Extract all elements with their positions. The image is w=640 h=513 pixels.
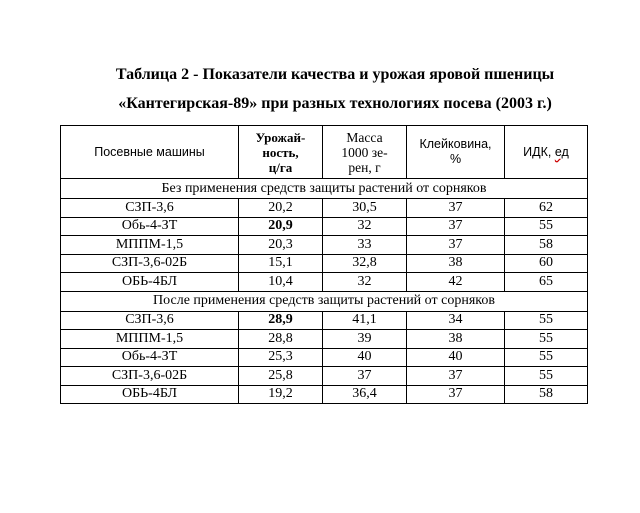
cell-mass: 39 bbox=[323, 330, 407, 349]
cell-yield: 25,8 bbox=[239, 367, 323, 386]
cell-yield: 25,3 bbox=[239, 348, 323, 367]
cell-yield: 28,8 bbox=[239, 330, 323, 349]
table-row bbox=[61, 367, 588, 386]
section-header-row bbox=[61, 291, 588, 311]
cell-mass: 32 bbox=[323, 217, 407, 236]
cell-mass: 33 bbox=[323, 236, 407, 255]
cell-machine: Обь-4-ЗТ bbox=[61, 348, 239, 367]
header-yield-line3: ц/га bbox=[268, 159, 293, 175]
cell-yield: 20,2 bbox=[239, 199, 323, 218]
cell-idk: 55 bbox=[505, 367, 588, 386]
header-machines-label: Посевные машины bbox=[94, 144, 205, 159]
header-idk-unit: ед bbox=[554, 144, 569, 159]
cell-yield: 19,2 bbox=[239, 385, 323, 404]
cell-machine: СЗП-3,6 bbox=[61, 199, 239, 218]
cell-machine: Обь-4-ЗТ bbox=[61, 217, 239, 236]
cell-mass: 32 bbox=[323, 273, 407, 292]
cell-mass: 40 bbox=[323, 348, 407, 367]
cell-mass: 32,8 bbox=[323, 254, 407, 273]
cell-mass: 37 bbox=[323, 367, 407, 386]
cell-machine: СЗП-3,6-02Б bbox=[61, 367, 239, 386]
cell-gluten: 37 bbox=[407, 199, 505, 218]
cell-machine: МППМ-1,5 bbox=[61, 330, 239, 349]
cell-idk: 62 bbox=[505, 199, 588, 218]
cell-gluten: 34 bbox=[407, 311, 505, 330]
cell-idk: 60 bbox=[505, 254, 588, 273]
table-header-row bbox=[61, 126, 588, 179]
cell-idk: 55 bbox=[505, 330, 588, 349]
header-mass-line1: Масса bbox=[346, 129, 383, 145]
cell-idk: 58 bbox=[505, 236, 588, 255]
table-row bbox=[61, 199, 588, 218]
cell-mass: 36,4 bbox=[323, 385, 407, 404]
section-title: Без применения средств защиты растений от сорняков bbox=[61, 179, 588, 199]
cell-gluten: 42 bbox=[407, 273, 505, 292]
cell-machine: СЗП-3,6 bbox=[61, 311, 239, 330]
cell-gluten: 37 bbox=[407, 385, 505, 404]
cell-mass: 41,1 bbox=[323, 311, 407, 330]
header-idk bbox=[505, 126, 588, 179]
cell-machine: ОБЬ-4БЛ bbox=[61, 273, 239, 292]
cell-idk: 55 bbox=[505, 217, 588, 236]
cell-yield: 10,4 bbox=[239, 273, 323, 292]
table-row bbox=[61, 217, 588, 236]
cell-gluten: 38 bbox=[407, 254, 505, 273]
header-mass-line2: 1000 зе- bbox=[341, 144, 388, 160]
header-yield-line1: Урожай- bbox=[255, 129, 306, 145]
table-row bbox=[61, 330, 588, 349]
cell-idk: 55 bbox=[505, 311, 588, 330]
cell-machine: МППМ-1,5 bbox=[61, 236, 239, 255]
header-idk-prefix: ИДК, bbox=[523, 144, 555, 159]
table-row bbox=[61, 254, 588, 273]
table-row bbox=[61, 348, 588, 367]
cell-mass: 30,5 bbox=[323, 199, 407, 218]
cell-gluten: 40 bbox=[407, 348, 505, 367]
section-header-row bbox=[61, 179, 588, 199]
table-row bbox=[61, 385, 588, 404]
cell-idk: 58 bbox=[505, 385, 588, 404]
header-gluten bbox=[407, 126, 505, 179]
cell-gluten: 37 bbox=[407, 236, 505, 255]
cell-gluten: 37 bbox=[407, 367, 505, 386]
section-title: После применения средств защиты растений от сорняков bbox=[61, 291, 588, 311]
header-gluten-line1: Клейковина, bbox=[419, 137, 492, 151]
quality-yield-table bbox=[60, 125, 588, 404]
header-mass bbox=[323, 126, 407, 179]
cell-machine: СЗП-3,6-02Б bbox=[61, 254, 239, 273]
header-yield-line2: ность, bbox=[262, 144, 299, 160]
cell-gluten: 38 bbox=[407, 330, 505, 349]
cell-yield: 15,1 bbox=[239, 254, 323, 273]
cell-yield: 20,9 bbox=[239, 217, 323, 236]
cell-machine: ОБЬ-4БЛ bbox=[61, 385, 239, 404]
table-row bbox=[61, 311, 588, 330]
cell-idk: 65 bbox=[505, 273, 588, 292]
table-row bbox=[61, 236, 588, 255]
cell-idk: 55 bbox=[505, 348, 588, 367]
header-yield bbox=[239, 126, 323, 179]
header-mass-line3: рен, г bbox=[348, 159, 381, 175]
table-body bbox=[61, 179, 588, 404]
header-gluten-line2: % bbox=[449, 152, 462, 166]
header-machines bbox=[61, 126, 239, 179]
cell-gluten: 37 bbox=[407, 217, 505, 236]
cell-yield: 20,3 bbox=[239, 236, 323, 255]
table-row bbox=[61, 273, 588, 292]
table-title-line-1: Таблица 2 - Показатели качества и урожая яровой пшеницы bbox=[115, 66, 555, 83]
table-title-line-2: «Кантегирская-89» при разных технологиях посева (2003 г.) bbox=[118, 95, 552, 112]
cell-yield: 28,9 bbox=[239, 311, 323, 330]
